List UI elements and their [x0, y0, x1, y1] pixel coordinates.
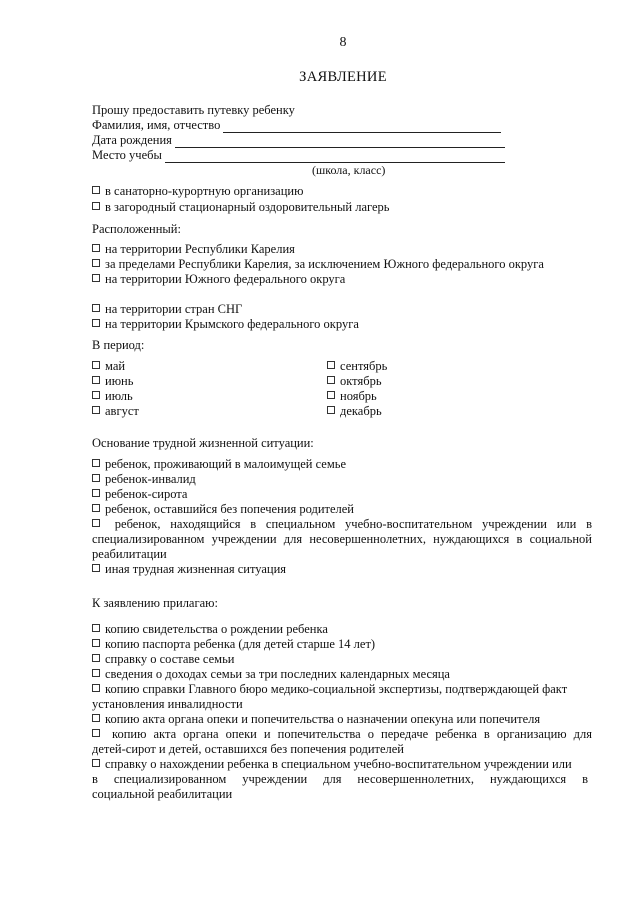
checkbox[interactable] — [92, 489, 100, 497]
checkbox[interactable] — [92, 759, 100, 767]
checkbox-row[interactable]: копию свидетельства о рождении ребенка — [92, 622, 328, 637]
checkbox[interactable] — [92, 684, 100, 692]
checkbox[interactable] — [327, 376, 335, 384]
checkbox-row[interactable]: за пределами Республики Карелия, за исключением Южного федерального округа — [92, 257, 544, 272]
birth-date-line[interactable] — [175, 135, 505, 148]
checkbox-row[interactable]: в загородный стационарный оздоровительный лагерь — [92, 200, 389, 215]
checkbox-row[interactable]: копию справки Главного бюро медико-социальной экспертизы, подтверждающей факт — [92, 682, 567, 697]
checkbox-row[interactable]: справку о нахождении ребенка в специальном учебно-воспитательном учреждении или — [92, 757, 572, 772]
checkbox-row[interactable]: ребенок-инвалид — [92, 472, 196, 487]
checkbox-row[interactable]: сведения о доходах семьи за три последних календарных месяца — [92, 667, 450, 682]
checkbox[interactable] — [92, 376, 100, 384]
checkbox-row[interactable]: на территории Крымского федерального округа — [92, 317, 359, 332]
checkbox-row[interactable]: в санаторно-курортную организацию — [92, 184, 303, 199]
checkbox-row[interactable]: копию паспорта ребенка (для детей старше 14 лет) — [92, 637, 375, 652]
checkbox[interactable] — [92, 639, 100, 647]
attachment-line: в специализированном учреждении для несовершеннолетних, нуждающихся в — [92, 772, 588, 786]
checkbox[interactable] — [92, 729, 100, 737]
checkbox-row[interactable]: копию акта органа опеки и попечительства о назначении опекуна или попечителя — [92, 712, 540, 727]
attachment-line: установления инвалидности — [92, 697, 243, 711]
checkbox-row[interactable]: ребенок-сирота — [92, 487, 187, 502]
month-option[interactable]: июль — [92, 389, 133, 404]
checkbox[interactable] — [327, 391, 335, 399]
document-title: ЗАЯВЛЕНИЕ — [299, 69, 387, 85]
checkbox-row[interactable]: на территории Республики Карелия — [92, 242, 295, 257]
month-option[interactable]: октябрь — [327, 374, 382, 389]
month-option[interactable]: декабрь — [327, 404, 382, 419]
period-heading: В период: — [92, 338, 145, 352]
checkbox[interactable] — [92, 274, 100, 282]
checkbox-row[interactable]: на территории стран СНГ — [92, 302, 242, 317]
checkbox[interactable] — [92, 202, 100, 210]
checkbox[interactable] — [92, 519, 100, 527]
study-place-label: Место учебы — [92, 148, 162, 162]
checkbox[interactable] — [92, 654, 100, 662]
study-place-line[interactable] — [165, 150, 505, 163]
checkbox[interactable] — [92, 186, 100, 194]
attachment-line: детей-сирот и детей, оставшихся без попечения родителей — [92, 742, 404, 756]
checkbox[interactable] — [92, 406, 100, 414]
checkbox[interactable] — [92, 474, 100, 482]
checkbox[interactable] — [92, 504, 100, 512]
month-option[interactable]: август — [92, 404, 139, 419]
full-name-field[interactable] — [92, 118, 501, 133]
checkbox[interactable] — [92, 391, 100, 399]
situation-special-line: специализированном учреждении для несовершеннолетних, нуждающихся в социальной — [92, 532, 592, 546]
checkbox-row[interactable]: копию акта органа опеки и попечительства о передаче ребенка в организацию для — [92, 727, 592, 742]
full-name-label: Фамилия, имя, отчество — [92, 118, 221, 132]
checkbox-row[interactable]: ребенок, проживающий в малоимущей семье — [92, 457, 346, 472]
attachments-heading: К заявлению прилагаю: — [92, 596, 218, 610]
birth-date-label: Дата рождения — [92, 133, 172, 147]
situation-heading: Основание трудной жизненной ситуации: — [92, 436, 314, 450]
checkbox[interactable] — [92, 624, 100, 632]
checkbox[interactable] — [92, 714, 100, 722]
month-option[interactable]: ноябрь — [327, 389, 377, 404]
checkbox[interactable] — [92, 259, 100, 267]
checkbox-row[interactable]: справку о составе семьи — [92, 652, 234, 667]
checkbox[interactable] — [92, 459, 100, 467]
full-name-line[interactable] — [223, 120, 501, 133]
checkbox-row[interactable]: на территории Южного федерального округа — [92, 272, 345, 287]
checkbox[interactable] — [92, 669, 100, 677]
checkbox[interactable] — [92, 319, 100, 327]
checkbox[interactable] — [92, 361, 100, 369]
study-place-hint: (школа, класс) — [312, 163, 386, 177]
checkbox[interactable] — [327, 361, 335, 369]
checkbox-row[interactable]: ребенок, оставшийся без попечения родителей — [92, 502, 354, 517]
checkbox[interactable] — [327, 406, 335, 414]
month-option[interactable]: сентябрь — [327, 359, 387, 374]
request-text: Прошу предоставить путевку ребенку — [92, 103, 295, 117]
month-option[interactable]: май — [92, 359, 125, 374]
page-number: 8 — [339, 35, 347, 50]
checkbox[interactable] — [92, 564, 100, 572]
month-option[interactable]: июнь — [92, 374, 133, 389]
situation-special-line: реабилитации — [92, 547, 167, 561]
birth-date-field[interactable] — [92, 133, 505, 148]
location-heading: Расположенный: — [92, 222, 181, 236]
checkbox-row[interactable]: иная трудная жизненная ситуация — [92, 562, 286, 577]
checkbox[interactable] — [92, 304, 100, 312]
attachment-line: социальной реабилитации — [92, 787, 233, 801]
checkbox-row[interactable]: ребенок, находящийся в специальном учебно-воспитательном учреждении или в — [92, 517, 592, 532]
checkbox[interactable] — [92, 244, 100, 252]
study-place-field[interactable] — [92, 148, 505, 163]
